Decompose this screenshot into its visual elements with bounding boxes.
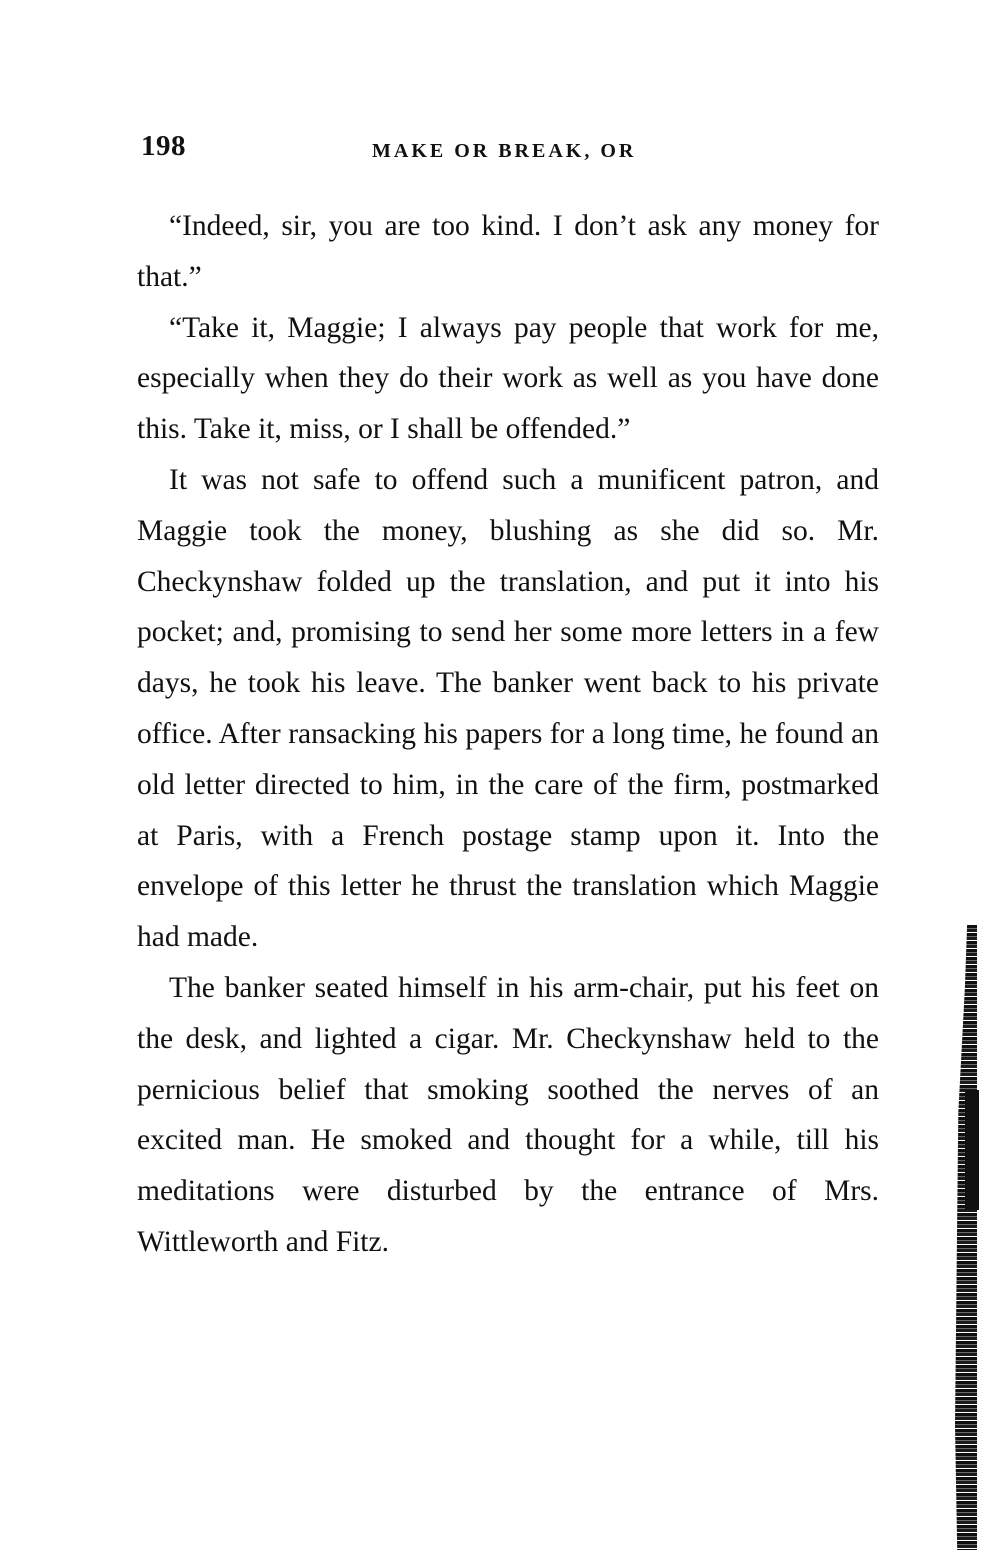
page-number: 198 [141,130,186,162]
paragraph-3: It was not safe to offend such a munificent patron, and Maggie took the money, blushing as she did so. Mr. Checkynshaw folded up the translation, and put it into his pocket; and, promising to send her some more letters in a few days, he took his leave. The banker went back to his private office. After ransacking his papers for a long time, he found an old letter directed to him, in the care of the firm, postmarked at Paris, with a French postage stamp upon it. Into the envelope of this letter he thrust the translation which Maggie had made. [137,463,879,954]
page-edge-shadow [965,1090,979,1210]
paragraph-4: The banker seated himself in his arm-chair, put his feet on the desk, and lighted a cigar. Mr. Checkynshaw held to the pernicious belief that smoking soothed the nerves of an excited man. He smoked and thought for a while, till his meditations were disturbed by the entrance of Mrs. Wittleworth and Fitz. [137,971,879,1258]
running-title: MAKE OR BREAK, OR [372,140,637,162]
page-edge-scan-artifact [955,925,977,1550]
body-text [137,201,879,1268]
paragraph-1: “Indeed, sir, you are too kind. I don’t ask any money for that.” [137,210,879,293]
paragraph-2: “Take it, Maggie; I always pay people that work for me, especially when they do their work as well as you have done this. Take it, miss, or I shall be offended.” [137,311,879,446]
